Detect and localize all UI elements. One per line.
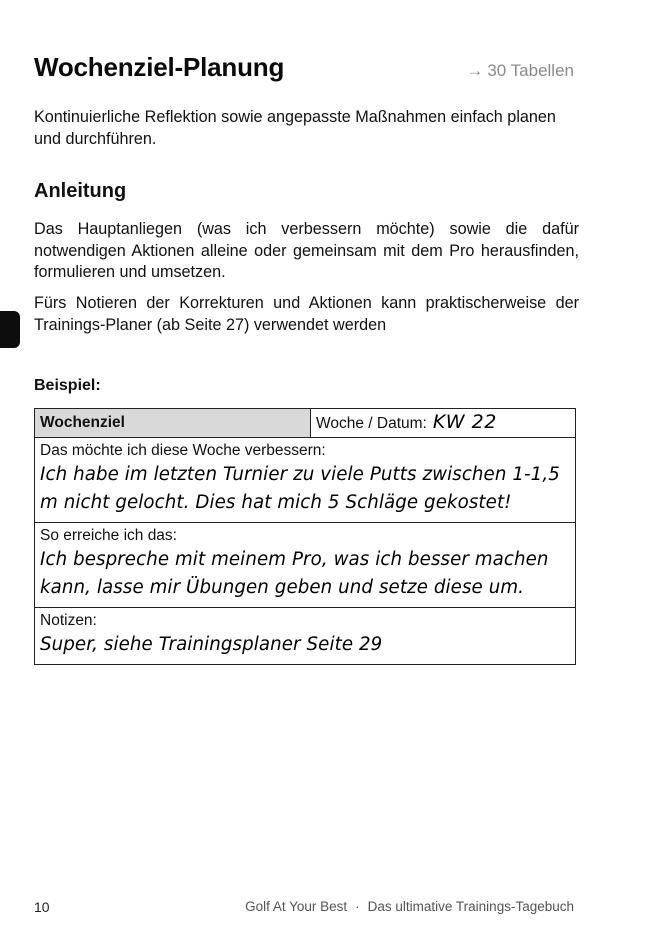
running-footer [245, 899, 574, 914]
table-count-label: 30 Tabellen [487, 61, 574, 80]
section-heading: Anleitung [34, 180, 127, 202]
table-header-row [35, 409, 575, 438]
notes-handwritten-text: Super, siehe Trainingsplaner Seite 29 [40, 634, 383, 655]
table-count-reference [466, 61, 574, 81]
notes-block [35, 608, 575, 665]
chapter-edge-tab [0, 311, 20, 348]
date-label: Woche / Datum: [316, 415, 427, 432]
arrow-right-icon: → [466, 61, 484, 80]
improve-label: Das möchte ich diese Woche verbessern: [40, 442, 326, 459]
example-label: Beispiel: [34, 377, 101, 394]
date-value: KW 22 [432, 411, 497, 433]
page-title: Wochenziel-Planung [34, 52, 285, 82]
example-table [34, 408, 576, 665]
improve-block [35, 438, 575, 523]
instruction-paragraph-1: Das Hauptanliegen (was ich verbessern möchte) sowie die dafür notwendigen Aktionen alleine oder gemeinsam mit dem Pro herausfinden, formulieren und umsetzen. [34, 220, 579, 281]
notes-label: Notizen: [40, 612, 97, 629]
achieve-label: So erreiche ich das: [40, 527, 177, 544]
instruction-paragraph-2: Fürs Notieren der Korrekturen und Aktionen kann praktischerweise der Trainings-Planer (ab Seite 27) verwendet werden [34, 294, 579, 334]
achieve-block [35, 523, 575, 608]
goal-header-cell: Wochenziel [35, 409, 311, 437]
intro-text: Kontinuierliche Reflektion sowie angepasste Maßnahmen einfach planen und durchführen. [34, 108, 556, 148]
page-number: 10 [34, 899, 50, 915]
footer-book-title: Golf At Your Best [245, 899, 348, 914]
footer-subtitle: Das ultimative Trainings-Tagebuch [367, 899, 574, 914]
date-cell [311, 409, 575, 437]
improve-handwritten-text: Ich habe im letzten Turnier zu viele Putts zwischen 1-1,5 m nicht gelocht. Dies hat mich 5 Schläge gekostet! [40, 464, 560, 513]
footer-separator: · [355, 899, 360, 914]
achieve-handwritten-text: Ich bespreche mit meinem Pro, was ich besser machen kann, lasse mir Übungen geben und setze diese um. [40, 549, 549, 598]
